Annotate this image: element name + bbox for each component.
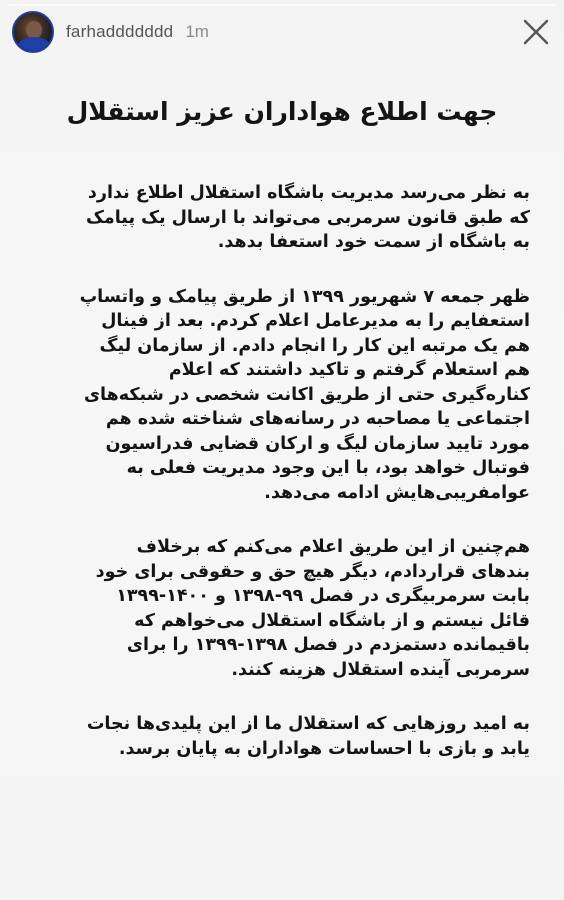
story-header (12, 8, 552, 56)
article-body (34, 181, 530, 761)
article-line: بابت سرمربیگری در فصل ۹۹-۱۳۹۸ و ۱۴۰۰-۱۳۹۹ (116, 586, 530, 606)
article-line: باقیمانده دستمزدم در فصل ۱۳۹۸-۱۳۹۹ را برای (126, 635, 530, 655)
article-line: به نظر می‌رسد مدیریت باشگاه استقلال اطلاع ندارد (87, 183, 530, 203)
story-progress-fill (8, 4, 556, 6)
article-line: هم یک مرتبه این کار را انجام دادم. از سازمان لیگ (99, 335, 530, 356)
story-progress-bar (8, 4, 556, 6)
close-icon (523, 19, 549, 45)
close-button[interactable] (520, 16, 552, 48)
article-line: به باشگاه از سمت خود استعفا بدهد. (217, 232, 530, 252)
article-line: کناره‌گیری حتی از طریق اکانت شخصی در شبکه‌های (84, 384, 530, 405)
article-line: مورد تایید سازمان لیگ و ارکان قضایی فدراسیون (105, 433, 530, 454)
article-line: سرمربی آینده استقلال هزینه کنند. (231, 659, 530, 680)
article-line: استعفایم را به مدیرعامل اعلام کردم. بعد از فینال (101, 311, 530, 331)
article-line: یابد و بازی با احساسات هواداران به پایان برسد. (118, 738, 530, 759)
avatar[interactable] (12, 11, 54, 53)
article-line: فوتبال خواهد بود، با این وجود مدیریت فعلی به (126, 458, 530, 478)
article-title: جهت اطلاع هواداران عزیز استقلال (66, 97, 498, 126)
article-line: بندهای قراردادم، دیگر هیچ حق و حقوقی برای خود (95, 561, 530, 582)
avatar-shirt (18, 37, 50, 53)
story-text-content (34, 95, 530, 791)
article-line: اجتماعی یا مصاحبه در رسانه‌های شناخته شده هم (105, 409, 530, 429)
article-paragraph (34, 285, 530, 506)
article-line: ظهر جمعه ۷ شهریور ۱۳۹۹ از طریق پیامک و واتساپ (79, 286, 530, 307)
article-line: قائل نیستم و از باشگاه استقلال می‌خواهم که (134, 610, 530, 631)
article-line: هم‌چنین از این طریق اعلام می‌کنم که برخلاف (136, 537, 530, 557)
article-line: به امید روزهایی که استقلال ما از این پلیدی‌ها نجات (86, 714, 530, 734)
article-line: عوامفریبی‌هایش ادامه می‌دهد. (264, 482, 530, 503)
article-paragraph (34, 181, 530, 255)
article-line: که طبق قانون سرمربی می‌تواند با ارسال یک پیامک (85, 207, 530, 228)
username[interactable]: farhaddddddd (66, 22, 174, 41)
timestamp: 1m (185, 22, 209, 41)
article-paragraph (34, 535, 530, 682)
article-paragraph (34, 712, 530, 761)
article-line: هم استعلام گرفتم و تاکید داشتند که اعلام (168, 360, 530, 380)
